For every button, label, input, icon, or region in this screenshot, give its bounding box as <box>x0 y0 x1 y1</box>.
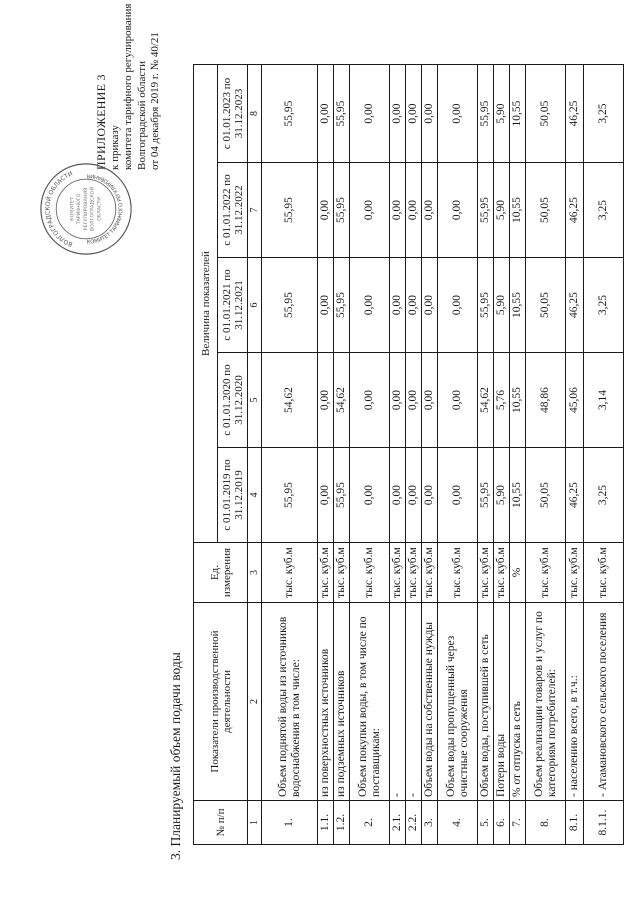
row-value: 5,90 <box>494 258 510 353</box>
header-unit: Ед. измерения <box>194 543 248 603</box>
row-value: 0,00 <box>422 258 438 353</box>
row-unit: тыс. куб.м <box>262 543 318 603</box>
row-value: 0,00 <box>422 353 438 448</box>
row-value: 0,00 <box>422 163 438 258</box>
row-value: 0,00 <box>438 353 478 448</box>
header-column-number: 5 <box>248 353 262 448</box>
row-value: 0,00 <box>406 353 422 448</box>
row-unit: тыс. куб.м <box>438 543 478 603</box>
row-indicator-name: - <box>390 603 406 801</box>
row-value: 5,90 <box>494 448 510 543</box>
row-indicator-name: из поверхностных источников <box>318 603 334 801</box>
row-value: 0,00 <box>406 258 422 353</box>
header-period: с 01.01.2021 по 31.12.2021 <box>218 258 248 353</box>
row-value: 55,95 <box>334 163 350 258</box>
table-row <box>438 65 478 845</box>
row-value: 54,62 <box>478 353 494 448</box>
row-value: 0,00 <box>406 65 422 163</box>
row-number: 1. <box>262 801 318 845</box>
row-value: 0,00 <box>350 353 390 448</box>
table-row <box>566 65 584 845</box>
row-value: 0,00 <box>406 448 422 543</box>
row-value: 0,00 <box>438 448 478 543</box>
table-row <box>584 65 624 845</box>
row-value: 0,00 <box>318 258 334 353</box>
row-value: 3,25 <box>584 258 624 353</box>
header-column-number: 2 <box>248 603 262 801</box>
table-row <box>262 65 318 845</box>
svg-text:КОМИТЕТ ТАРИФНОГО РЕГУЛИРОВАНИ: КОМИТЕТ ТАРИФНОГО РЕГУЛИРОВАНИЯ <box>86 172 125 246</box>
appendix-line-3: Волгоградской области <box>135 61 148 170</box>
table-row <box>318 65 334 845</box>
row-value: 10,55 <box>510 65 526 163</box>
row-value: 55,95 <box>478 448 494 543</box>
row-value: 55,95 <box>478 163 494 258</box>
svg-text:КОМИТЕТ: КОМИТЕТ <box>70 197 76 221</box>
row-value: 0,00 <box>422 448 438 543</box>
row-value: 55,95 <box>334 448 350 543</box>
row-indicator-name: Потери воды <box>494 603 510 801</box>
row-unit: тыс. куб.м <box>494 543 510 603</box>
row-value: 0,00 <box>438 258 478 353</box>
row-value: 46,25 <box>566 163 584 258</box>
header-num: № п/п <box>194 801 248 845</box>
row-number: 8.1. <box>566 801 584 845</box>
row-value: 54,62 <box>262 353 318 448</box>
row-unit: тыс. куб.м <box>318 543 334 603</box>
row-number: 2.1. <box>390 801 406 845</box>
table-row <box>510 65 526 845</box>
row-unit: тыс. куб.м <box>334 543 350 603</box>
table-row <box>390 65 406 845</box>
row-value: 50,05 <box>526 258 566 353</box>
row-number: 5. <box>478 801 494 845</box>
table-row <box>350 65 390 845</box>
table-row <box>334 65 350 845</box>
row-value: 10,55 <box>510 258 526 353</box>
row-value: 0,00 <box>350 163 390 258</box>
row-value: 45,06 <box>566 353 584 448</box>
header-column-number: 4 <box>248 448 262 543</box>
water-supply-table <box>193 64 624 845</box>
row-value: 55,95 <box>262 448 318 543</box>
header-group: Величина показателей <box>194 65 218 543</box>
row-number: 7. <box>510 801 526 845</box>
row-unit: тыс. куб.м <box>422 543 438 603</box>
row-value: 0,00 <box>390 353 406 448</box>
row-value: 50,05 <box>526 448 566 543</box>
row-indicator-name: Объем воды, поступившей в сеть <box>478 603 494 801</box>
row-value: 3,25 <box>584 65 624 163</box>
appendix-title: ПРИЛОЖЕНИЕ 3 <box>94 74 108 170</box>
table-row <box>478 65 494 845</box>
table-row <box>526 65 566 845</box>
svg-text:ОБЛАСТИ: ОБЛАСТИ <box>97 197 103 221</box>
row-number: 1.1. <box>318 801 334 845</box>
header-column-number: 7 <box>248 163 262 258</box>
row-unit: тыс. куб.м <box>350 543 390 603</box>
row-value: 0,00 <box>350 448 390 543</box>
header-period: с 01.01.2022 по 31.12.2022 <box>218 163 248 258</box>
svg-text:ВОЛГОГРАДСКОЙ ОБЛАСТИ: ВОЛГОГРАДСКОЙ ОБЛАСТИ <box>44 170 74 248</box>
row-value: 0,00 <box>390 163 406 258</box>
appendix-line-2: комитета тарифного регулирования <box>122 3 134 170</box>
row-value: 0,00 <box>406 163 422 258</box>
row-value: 0,00 <box>318 448 334 543</box>
row-indicator-name: Объем воды пропущенный через очистные сооружения <box>438 603 478 801</box>
row-indicator-name: Объем реализации товаров и услуг по категориям потребителей: <box>526 603 566 801</box>
row-unit: тыс. куб.м <box>406 543 422 603</box>
row-unit: тыс. куб.м <box>390 543 406 603</box>
row-number: 8.1.1. <box>584 801 624 845</box>
row-value: 50,05 <box>526 163 566 258</box>
row-value: 3,25 <box>584 163 624 258</box>
row-unit: тыс. куб.м <box>566 543 584 603</box>
header-period: с 01.01.2019 по 31.12.2019 <box>218 448 248 543</box>
row-value: 55,95 <box>262 163 318 258</box>
row-indicator-name: Объем покупки воды, в том числе по поставщикам: <box>350 603 390 801</box>
row-value: 0,00 <box>318 163 334 258</box>
row-unit: % <box>510 543 526 603</box>
row-value: 0,00 <box>350 65 390 163</box>
header-column-number: 3 <box>248 543 262 603</box>
row-value: 0,00 <box>318 353 334 448</box>
section-title: 3. Планируемый объем подачи воды <box>168 652 183 860</box>
row-value: 55,95 <box>478 258 494 353</box>
row-unit: тыс. куб.м <box>526 543 566 603</box>
row-value: 5,90 <box>494 163 510 258</box>
row-indicator-name: % от отпуска в сеть <box>510 603 526 801</box>
row-value: 0,00 <box>422 65 438 163</box>
row-number: 3. <box>422 801 438 845</box>
row-value: 54,62 <box>334 353 350 448</box>
header-period: с 01.01.2023 по 31.12.2023 <box>218 65 248 163</box>
svg-text:РЕГУЛИРОВАНИЯ: РЕГУЛИРОВАНИЯ <box>83 187 89 231</box>
row-value: 0,00 <box>438 65 478 163</box>
row-indicator-name: Объем воды на собственные нужды <box>422 603 438 801</box>
row-value: 0,00 <box>318 65 334 163</box>
row-value: 46,25 <box>566 65 584 163</box>
row-value: 48,86 <box>526 353 566 448</box>
table-row <box>422 65 438 845</box>
row-value: 50,05 <box>526 65 566 163</box>
row-number: 8. <box>526 801 566 845</box>
row-number: 4. <box>438 801 478 845</box>
row-indicator-name: - <box>406 603 422 801</box>
row-indicator-name: - населению всего, в т.ч.: <box>566 603 584 801</box>
row-value: 55,95 <box>262 65 318 163</box>
row-value: 3,25 <box>584 448 624 543</box>
appendix-stamp-block <box>95 4 163 170</box>
appendix-line-1: к приказу <box>108 124 121 170</box>
row-value: 10,55 <box>510 448 526 543</box>
row-indicator-name: из подземных источников <box>334 603 350 801</box>
row-value: 0,00 <box>438 163 478 258</box>
row-number: 6. <box>494 801 510 845</box>
header-column-number: 6 <box>248 258 262 353</box>
row-value: 5,90 <box>494 65 510 163</box>
row-value: 0,00 <box>350 258 390 353</box>
svg-text:ТАРИФНОГО: ТАРИФНОГО <box>77 193 83 225</box>
row-value: 55,95 <box>262 258 318 353</box>
header-period: с 01.01.2020 по 31.12.2020 <box>218 353 248 448</box>
table-row <box>494 65 510 845</box>
header-column-number: 8 <box>248 65 262 163</box>
row-number: 1.2. <box>334 801 350 845</box>
row-value: 0,00 <box>390 258 406 353</box>
row-unit: тыс. куб.м <box>584 543 624 603</box>
header-column-number: 1 <box>248 801 262 845</box>
header-indicator: Показатели производственной деятельности <box>194 603 248 801</box>
row-value: 0,00 <box>390 65 406 163</box>
official-seal <box>38 161 134 257</box>
row-number: 2.2. <box>406 801 422 845</box>
row-indicator-name: - Атамановского сельского поселения <box>584 603 624 801</box>
row-unit: тыс. куб.м <box>478 543 494 603</box>
row-indicator-name: Объем поднятой воды из источников водоснабжения в том числе: <box>262 603 318 801</box>
row-value: 0,00 <box>390 448 406 543</box>
svg-text:ВОЛГОГРАДСКОЙ: ВОЛГОГРАДСКОЙ <box>90 186 96 232</box>
row-value: 55,95 <box>478 65 494 163</box>
row-value: 10,55 <box>510 353 526 448</box>
row-number: 2. <box>350 801 390 845</box>
appendix-line-4: от 04 декабря 2019 г. № 40/21 <box>149 32 161 170</box>
row-value: 46,25 <box>566 448 584 543</box>
table-row <box>406 65 422 845</box>
row-value: 10,55 <box>510 163 526 258</box>
row-value: 55,95 <box>334 65 350 163</box>
row-value: 55,95 <box>334 258 350 353</box>
row-value: 5,76 <box>494 353 510 448</box>
row-value: 3,14 <box>584 353 624 448</box>
row-value: 46,25 <box>566 258 584 353</box>
